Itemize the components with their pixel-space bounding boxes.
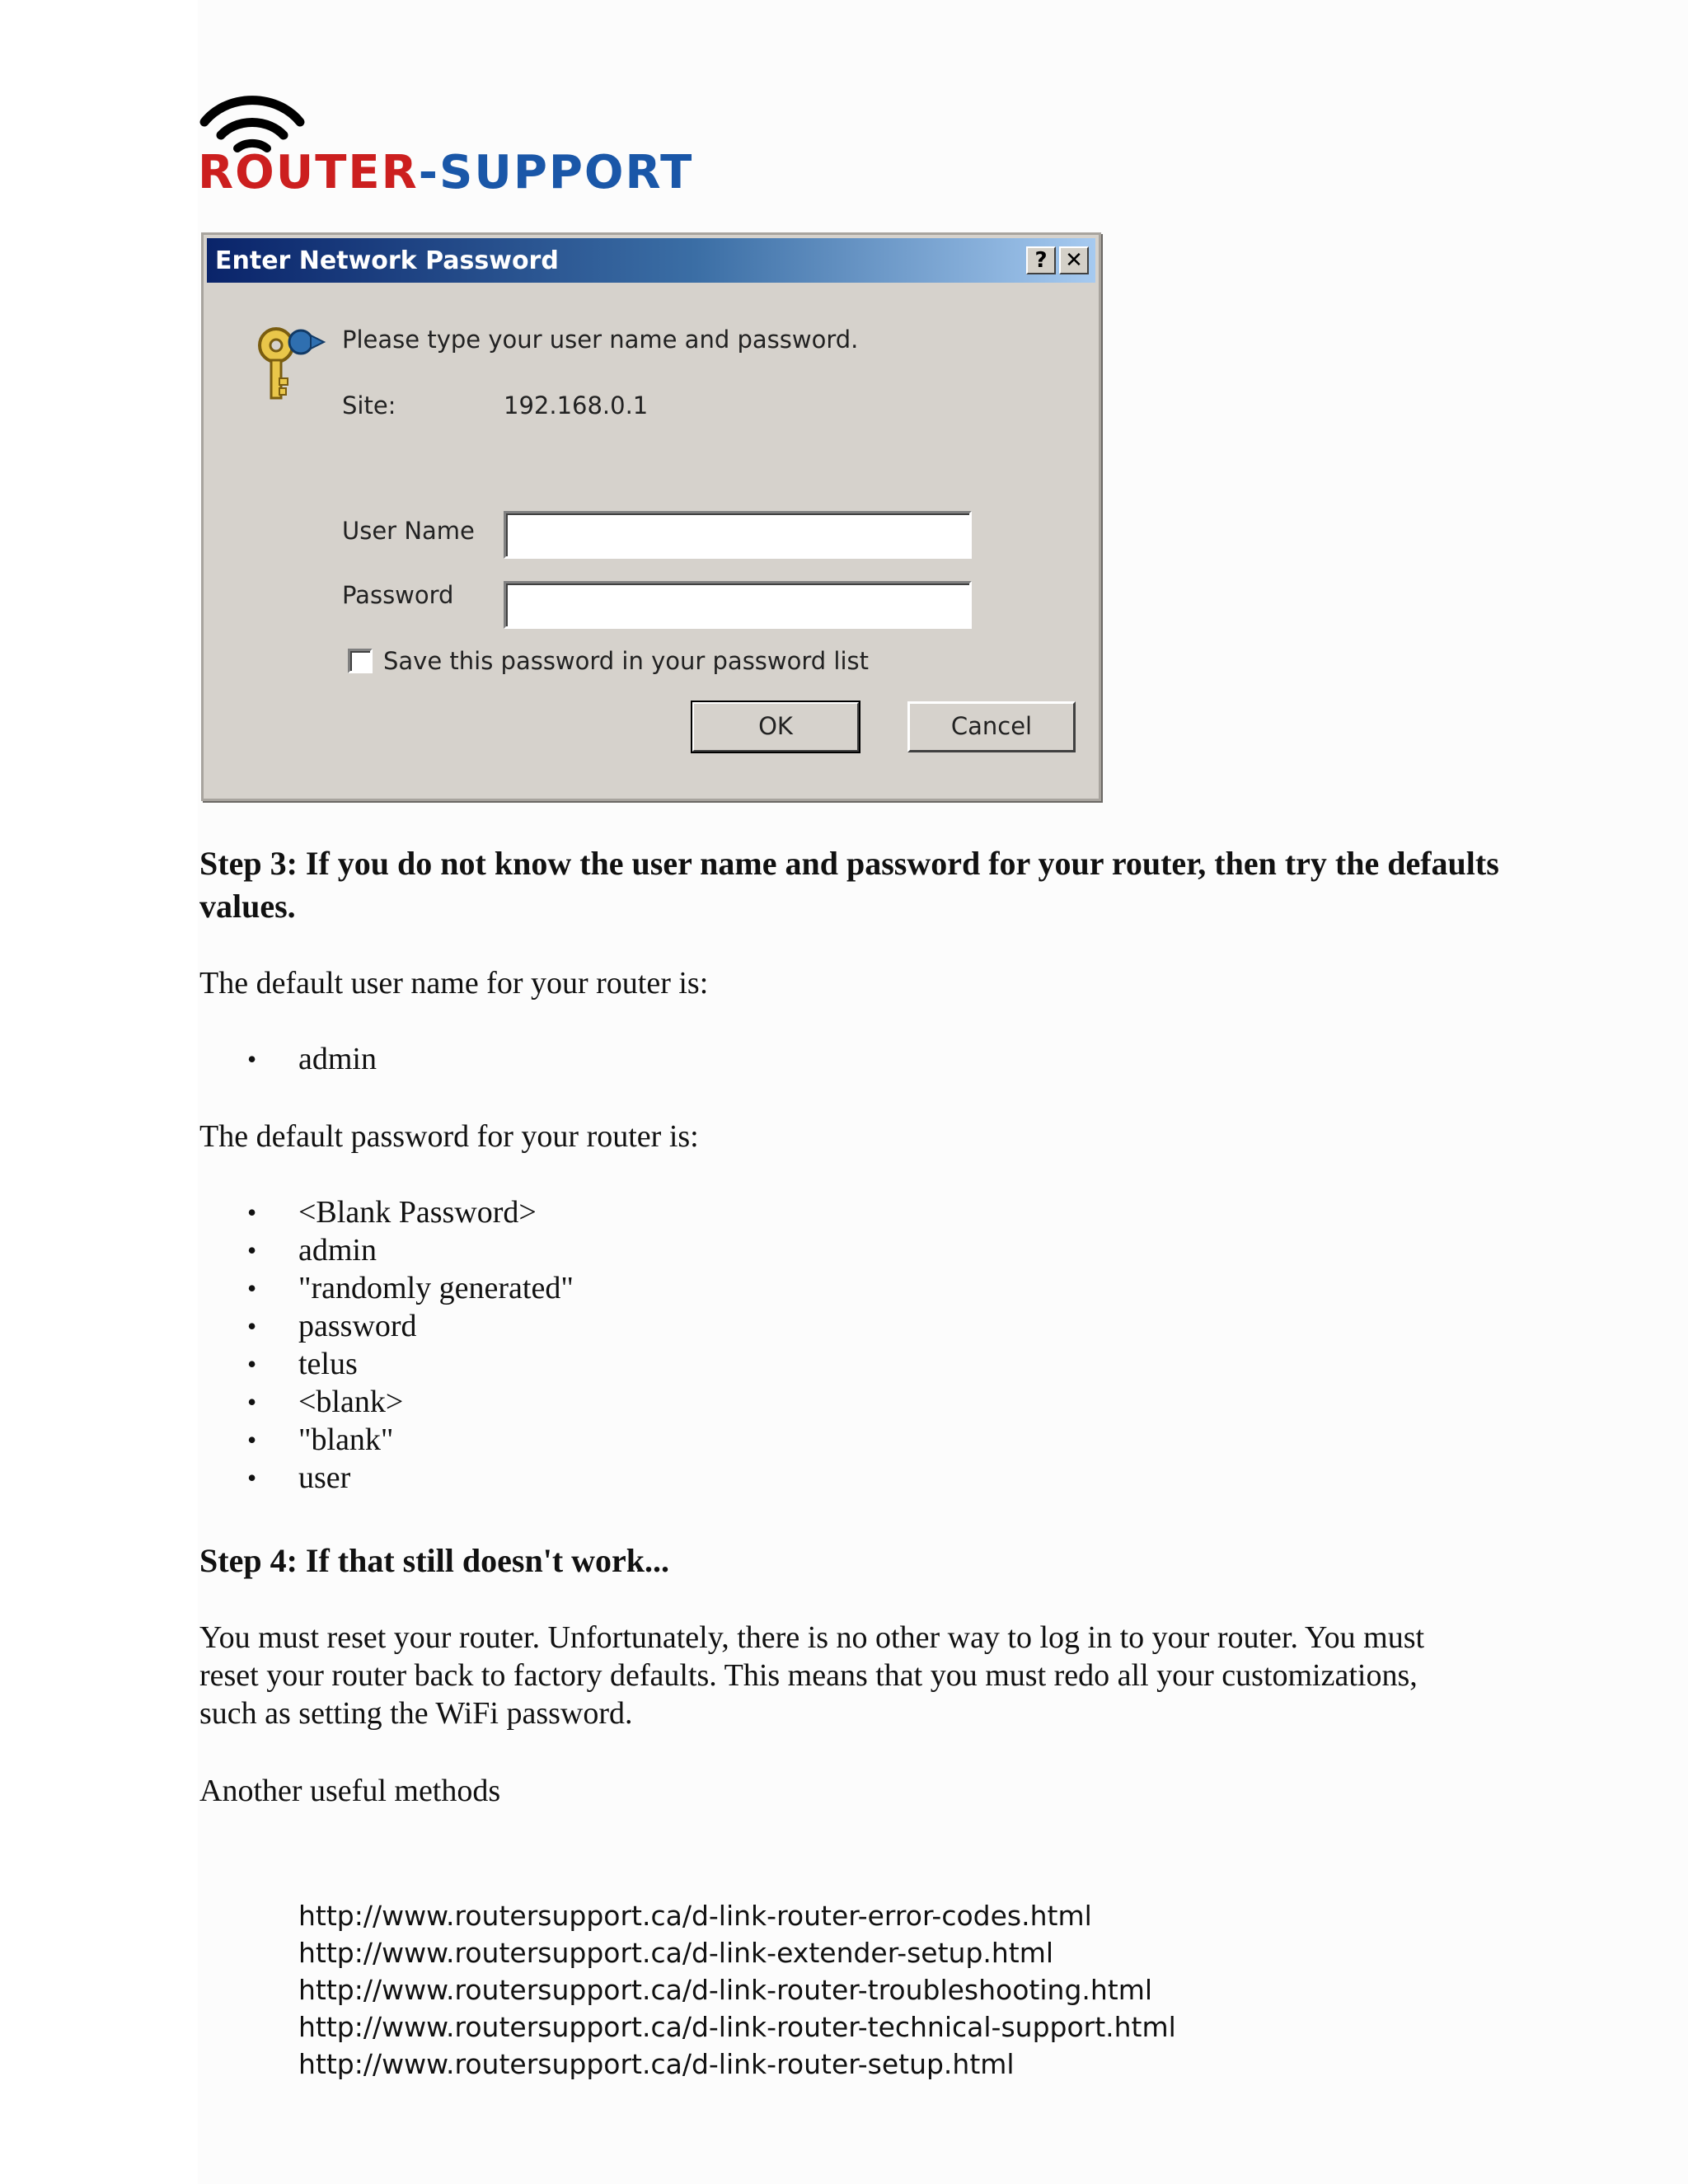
default-password-intro: The default password for your router is: bbox=[199, 1119, 699, 1154]
default-username-list bbox=[199, 1040, 377, 1078]
default-password-list bbox=[199, 1193, 574, 1497]
useful-links-list bbox=[298, 1897, 1176, 2083]
dialog-prompt: Please type your user name and password. bbox=[342, 326, 859, 354]
save-password-label: Save this password in your password list bbox=[383, 647, 870, 675]
logo-wordmark bbox=[198, 146, 694, 199]
list-item: • telus bbox=[199, 1345, 574, 1383]
cancel-button[interactable]: Cancel bbox=[907, 701, 1076, 752]
logo-part-router: ROUTER bbox=[198, 146, 419, 199]
network-password-dialog bbox=[201, 232, 1101, 801]
list-item: • admin bbox=[199, 1040, 377, 1078]
step4-heading: Step 4: If that still doesn't work... bbox=[199, 1542, 670, 1579]
ok-button[interactable]: OK bbox=[692, 701, 860, 752]
reset-instructions: You must reset your router. Unfortunately, there is no other way to log in to your router. You must reset your router back to factory defaults. This means that you must redo all your customizations, such as setting the WiFi password. bbox=[199, 1620, 1425, 1731]
key-icon bbox=[253, 324, 327, 406]
help-button[interactable]: ? bbox=[1026, 246, 1056, 274]
password-label: Password bbox=[342, 581, 454, 609]
link-extender-setup[interactable]: http://www.routersupport.ca/d-link-extender-setup.html bbox=[298, 1937, 1054, 1969]
step3-heading: Step 3: If you do not know the user name and password for your router, then try the defaults values. bbox=[199, 845, 1499, 925]
list-item: • admin bbox=[199, 1231, 574, 1269]
list-item: • <Blank Password> bbox=[199, 1193, 574, 1231]
list-item: • <blank> bbox=[199, 1383, 574, 1421]
logo-part-support: -SUPPORT bbox=[418, 146, 694, 199]
methods-intro: Another useful methods bbox=[199, 1774, 501, 1808]
list-item: • "blank" bbox=[199, 1421, 574, 1459]
username-label: User Name bbox=[342, 517, 475, 545]
close-button[interactable]: ✕ bbox=[1059, 246, 1089, 274]
link-technical-support[interactable]: http://www.routersupport.ca/d-link-router-technical-support.html bbox=[298, 2011, 1176, 2043]
default-username-intro: The default user name for your router is: bbox=[199, 966, 709, 1001]
site-label: Site: bbox=[342, 391, 396, 419]
router-support-logo bbox=[198, 91, 694, 206]
save-password-checkbox[interactable] bbox=[348, 649, 373, 673]
list-item: • "randomly generated" bbox=[199, 1269, 574, 1307]
password-field[interactable] bbox=[504, 581, 972, 629]
list-item: • user bbox=[199, 1459, 574, 1497]
link-troubleshooting[interactable]: http://www.routersupport.ca/d-link-router-troubleshooting.html bbox=[298, 1974, 1153, 2006]
link-router-setup[interactable]: http://www.routersupport.ca/d-link-router-setup.html bbox=[298, 2048, 1015, 2080]
site-value: 192.168.0.1 bbox=[504, 391, 649, 419]
dialog-titlebar bbox=[207, 238, 1095, 283]
link-error-codes[interactable]: http://www.routersupport.ca/d-link-router-error-codes.html bbox=[298, 1900, 1092, 1932]
dialog-title: Enter Network Password bbox=[215, 246, 559, 275]
username-field[interactable] bbox=[504, 511, 972, 559]
list-item: • password bbox=[199, 1307, 574, 1345]
